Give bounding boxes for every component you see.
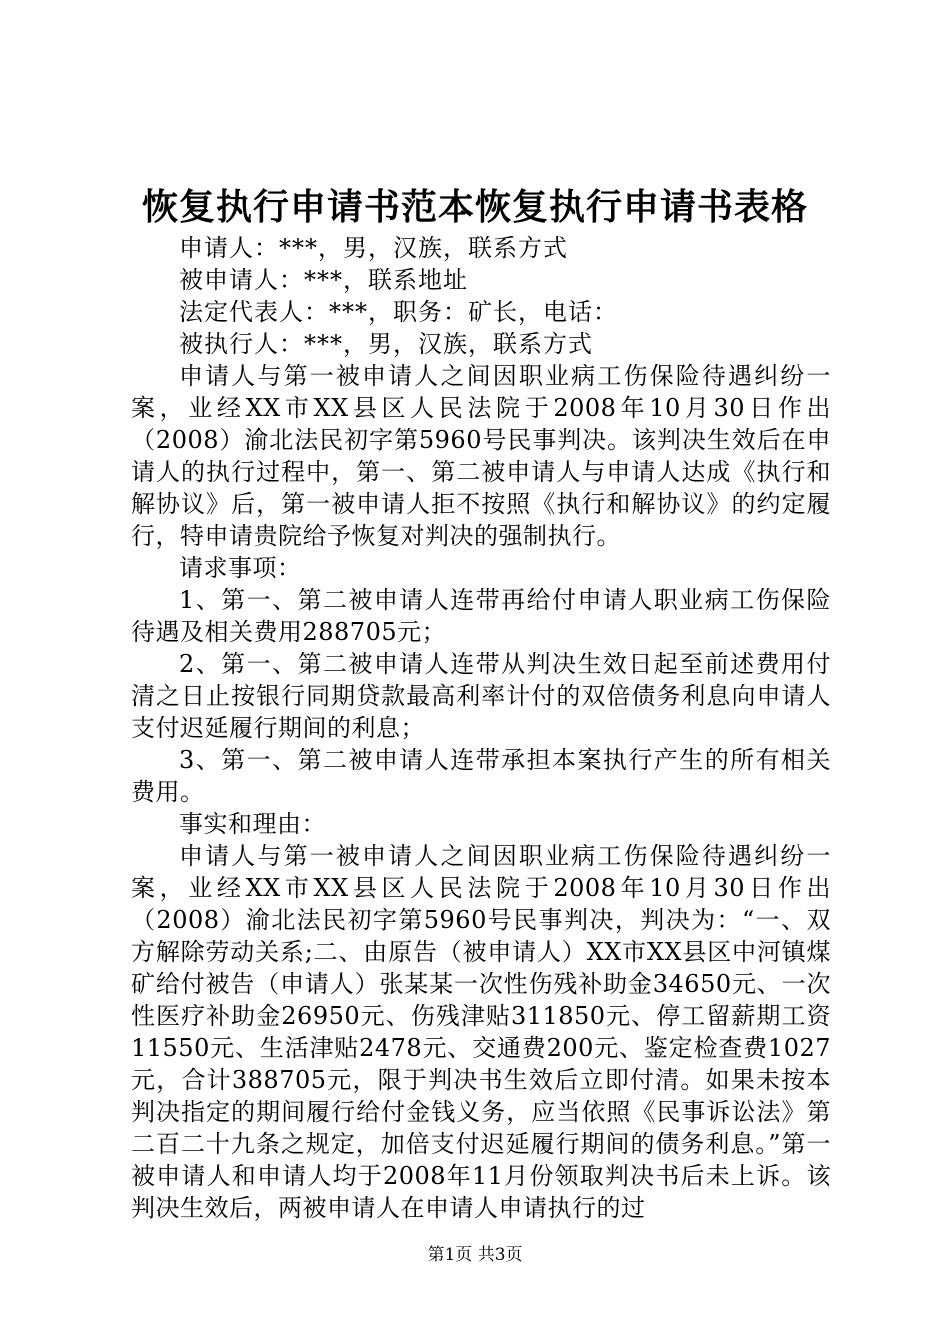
page-footer: 第1页 共3页	[427, 1245, 523, 1265]
request-item-1: 1、第一、第二被申请人连带再给付申请人职业病工伤保险待遇及相关费用288705元；	[131, 586, 831, 646]
facts-paragraph: 申请人与第一被申请人之间因职业病工伤保险待遇纠纷一案，业经XX市XX县区人民法院于2008年10月30日作出（2008）渝北法民初字第5960号民事判决，判决为：“一、双方解除劳动关系;二、由原告（被申请人）XX市XX县区中河镇煤矿给付被告（申请人）张某某一次性伤残补助金34650元、一次性医疗补助金26950元、伤残津贴311850元、停工留薪期工资11550元、生活津贴2478元、交通费200元、鉴定检查费1027元，合计388705元，限于判决书生效后立即付清。如果未按本判决指定的期间履行给付金钱义务，应当依照《民事诉讼法》第二百二十九条之规定，加倍支付迟延履行期间的债务利息。”第一被申请人和申请人均于2008年11月份领取判决书后未上诉。该判决生效后，两被申请人在申请人申请执行的过	[131, 842, 831, 1222]
requests-heading: 请求事项：	[179, 554, 302, 582]
applicant-line: 申请人：***，男，汉族，联系方式	[179, 234, 568, 262]
executee-line: 被执行人：***，男，汉族，联系方式	[179, 330, 593, 358]
document-title: 恢复执行申请书范本恢复执行申请书表格	[141, 186, 808, 228]
request-item-2: 2、第一、第二被申请人连带从判决生效日起至前述费用付清之日止按银行同期贷款最高利率计付的双倍债务利息向申请人支付迟延履行期间的利息；	[131, 650, 831, 742]
legal-representative-line: 法定代表人：***，职务：矿长，电话：	[179, 298, 618, 326]
case-summary-paragraph: 申请人与第一被申请人之间因职业病工伤保险待遇纠纷一案，业经XX市XX县区人民法院于2008年10月30日作出（2008）渝北法民初字第5960号民事判决。该判决生效后在申请人的执行过程中，第一、第二被申请人与申请人达成《执行和解协议》后，第一被申请人拒不按照《执行和解协议》的约定履行，特申请贵院给予恢复对判决的强制执行。	[131, 362, 831, 550]
facts-heading: 事实和理由：	[179, 810, 326, 838]
request-item-3: 3、第一、第二被申请人连带承担本案执行产生的所有相关费用。	[131, 746, 831, 806]
respondent-line: 被申请人：***，联系地址	[179, 266, 468, 294]
document-body	[131, 232, 831, 1224]
